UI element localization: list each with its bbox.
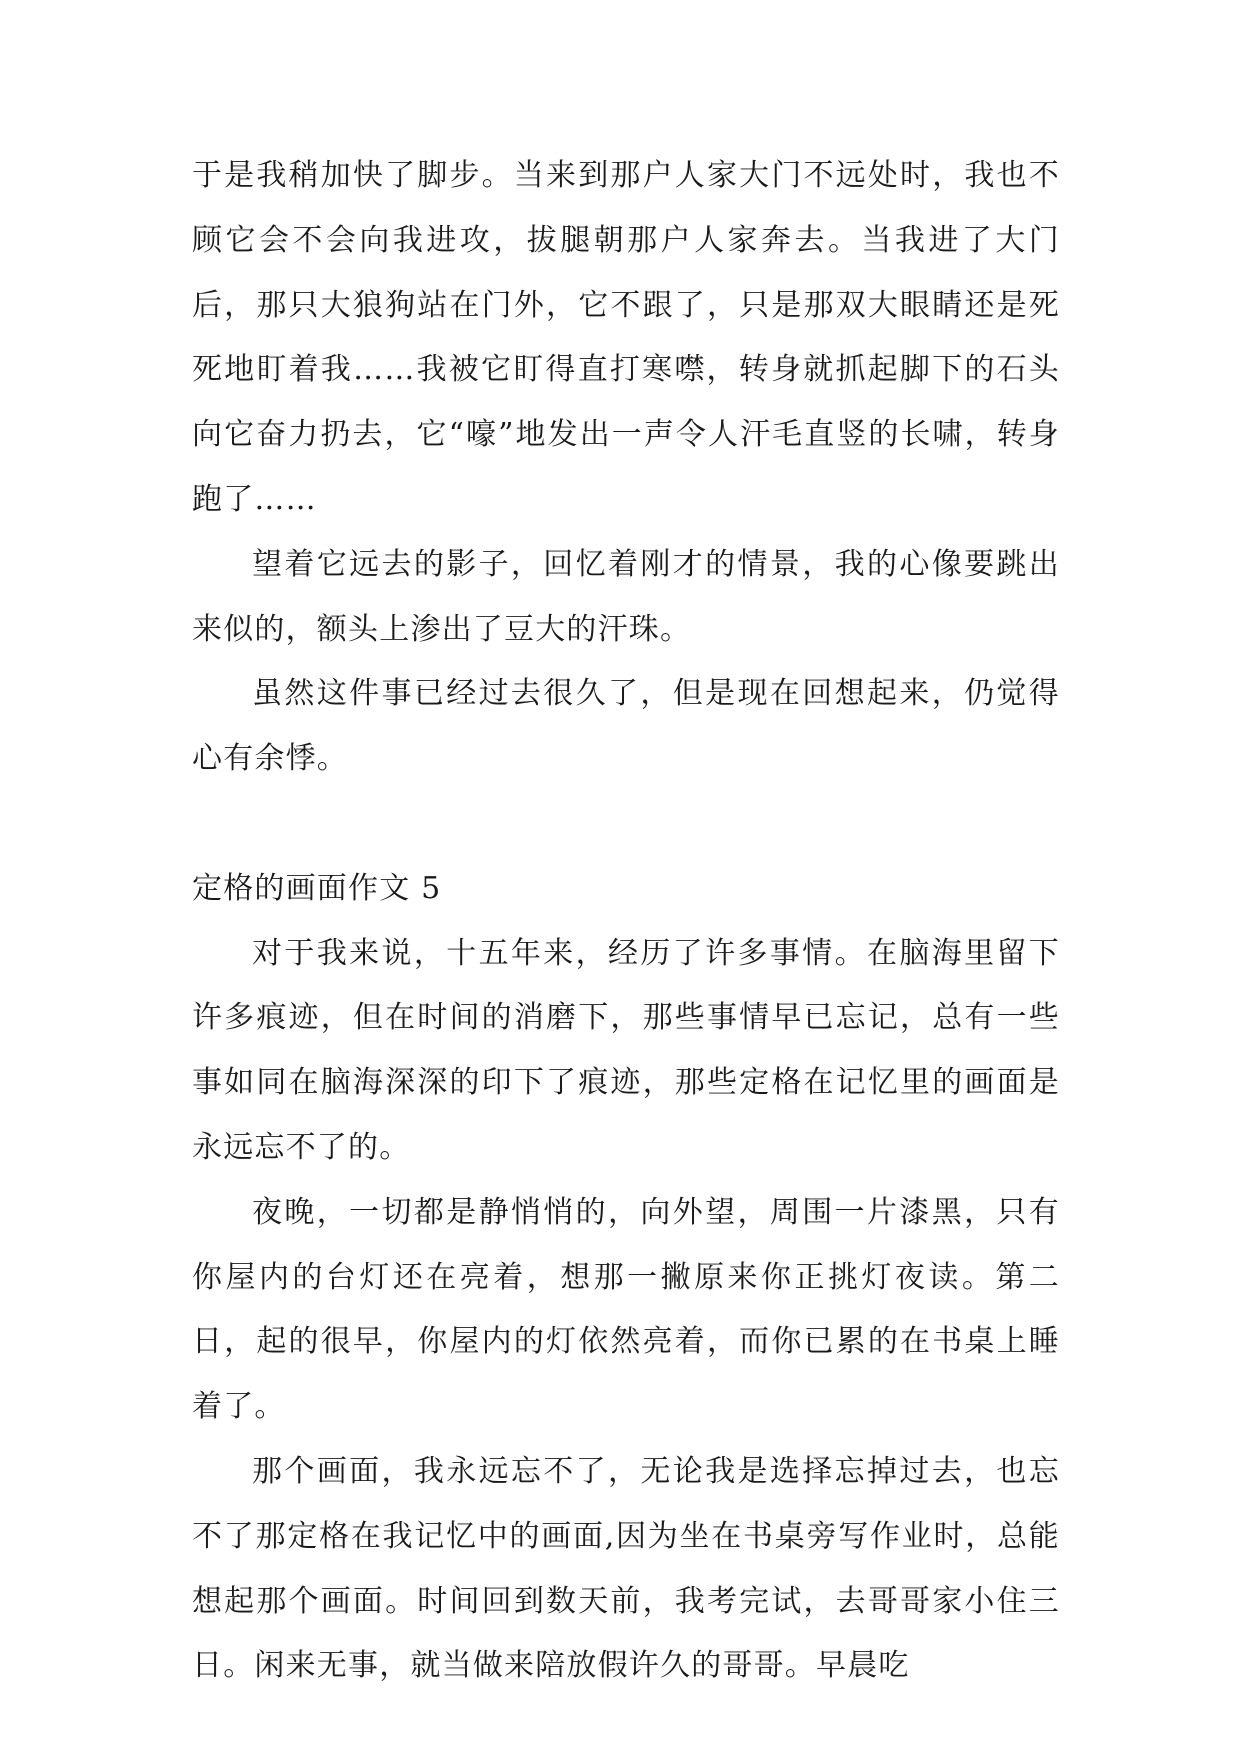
paragraph: 望着它远去的影子，回忆着刚才的情景，我的心像要跳出来似的，额头上渗出了豆大的汗珠。 xyxy=(192,546,1060,647)
paragraph: 对于我来说，十五年来，经历了许多事情。在脑海里留下许多痕迹，但在时间的消磨下，那些事情早已忘记，总有一些事如同在脑海深深的印下了痕迹，那些定格在记忆里的画面是永远忘不了的。 xyxy=(192,935,1060,1165)
paragraph: 虽然这件事已经过去很久了，但是现在回想起来，仍觉得心有余悸。 xyxy=(192,676,1060,777)
paragraph: 夜晚，一切都是静悄悄的，向外望，周围一片漆黑，只有你屋内的台灯还在亮着，想那一撇原来你正挑灯夜读。第二日，起的很早，你屋内的灯依然亮着，而你已累的在书桌上睡着了。 xyxy=(192,1194,1060,1425)
document-page xyxy=(192,144,1060,1699)
paragraph: 那个画面，我永远忘不了，无论我是选择忘掉过去，也忘不了那定格在我记忆中的画面,因为坐在书桌旁写作业时，总能想起那个画面。时间回到数天前，我考完试，去哥哥家小住三日。闲来无事，就当做来陪放假许久的哥哥。早晨吃 xyxy=(192,1453,1060,1684)
section-heading: 定格的画面作文 5 xyxy=(192,870,442,906)
paragraph-continued: 于是我稍加快了脚步。当来到那户人家大门不远处时，我也不顾它会不会向我进攻，拔腿朝那户人家奔去。当我进了大门后，那只大狼狗站在门外，它不跟了，只是那双大眼睛还是死死地盯着我……我被它盯得直打寒噤，转身就抓起脚下的石头向它奋力扔去，它“嚎”地发出一声令人汗毛直竖的长啸，转身跑了…… xyxy=(192,158,1060,517)
